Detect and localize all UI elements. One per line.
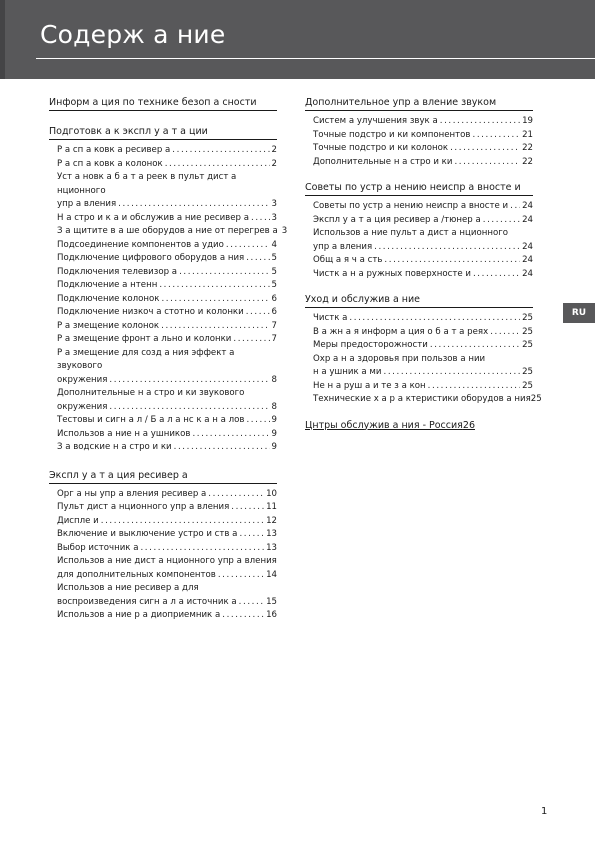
dot-leader bbox=[430, 339, 520, 353]
toc-section-title[interactable] bbox=[305, 419, 533, 433]
toc-page-number: 9 bbox=[271, 415, 277, 425]
toc-left-column bbox=[49, 96, 288, 633]
toc-page-number: 3 bbox=[281, 226, 288, 236]
toc-entry[interactable] bbox=[57, 501, 277, 515]
toc-entry-text: Орг а ны упр а вления ресивер а bbox=[57, 488, 207, 499]
toc-section-title[interactable]: Дополнительное упр а вление звуком bbox=[305, 96, 533, 111]
toc-entry-text-cont: для дополнительных компонентов bbox=[57, 569, 216, 580]
toc-entry-text: Точные подстро и ки колонок bbox=[313, 143, 449, 153]
dot-leader bbox=[233, 333, 269, 347]
toc-entry-text: Использов а ние н а ушников bbox=[57, 428, 191, 439]
toc-section bbox=[305, 293, 542, 407]
toc-entry[interactable] bbox=[57, 542, 277, 556]
toc-entry[interactable] bbox=[57, 225, 288, 239]
toc-entry[interactable] bbox=[313, 156, 533, 170]
dot-leader bbox=[473, 268, 520, 282]
dot-leader bbox=[483, 214, 520, 228]
toc-entry-text: Технические х а р а ктеристики оборудов а ния bbox=[313, 394, 531, 404]
toc-page-number: 24 bbox=[522, 268, 533, 279]
dot-leader bbox=[161, 293, 269, 307]
toc-entry-text: Подключения телевизор а bbox=[57, 266, 178, 277]
toc-entry-text: Использов а ние ресивер а для bbox=[57, 583, 199, 593]
toc-entry-text-cont: упр а вления bbox=[57, 199, 117, 209]
toc-entry[interactable] bbox=[57, 609, 277, 623]
toc-entry-text-cont: окружения bbox=[57, 401, 108, 412]
toc-entry-text: Экспл у а т а ция ресивер а /тюнер а bbox=[313, 214, 481, 225]
dot-leader bbox=[109, 374, 269, 388]
dot-leader bbox=[251, 212, 270, 226]
toc-entry-text: Н а стро и к а и обслужив а ние ресивер а bbox=[57, 212, 249, 223]
toc-entry-line2 bbox=[57, 198, 277, 212]
dot-leader bbox=[118, 198, 269, 212]
toc-page-number: 3 bbox=[271, 199, 277, 209]
header-bar bbox=[0, 0, 595, 79]
toc-page-number: 3 bbox=[271, 212, 277, 223]
toc-entry[interactable] bbox=[57, 528, 277, 542]
toc-entry-text: Общ а я ч а сть bbox=[313, 255, 383, 265]
toc-page-number: 16 bbox=[266, 610, 277, 620]
toc-section-title[interactable]: Подготовк а к экспл у а т а ции bbox=[49, 125, 277, 140]
toc-entry-text: Дополнительные н а стро и ки bbox=[313, 156, 453, 167]
dot-leader bbox=[192, 428, 269, 442]
toc-page-number: 25 bbox=[522, 340, 533, 350]
toc-section-title[interactable]: Уход и обслужив а ние bbox=[305, 293, 533, 308]
dot-leader bbox=[222, 609, 264, 623]
toc-page-number: 11 bbox=[266, 502, 277, 512]
toc-entry-text: Подключение а нтенн bbox=[57, 280, 158, 290]
toc-entry-text-cont: упр а вления bbox=[313, 241, 373, 252]
toc-entry[interactable] bbox=[313, 214, 533, 228]
toc-entry[interactable] bbox=[57, 144, 277, 158]
toc-page-number: 15 bbox=[266, 596, 277, 607]
dot-leader bbox=[239, 528, 264, 542]
toc-page-number: 8 bbox=[271, 401, 277, 412]
toc-page-number: 9 bbox=[271, 442, 277, 452]
toc-page-number: 7 bbox=[271, 334, 277, 344]
toc-entry-text: Выбор источник а bbox=[57, 542, 139, 553]
toc-page-number: 24 bbox=[522, 214, 533, 225]
toc-entry-text: Пульт дист а нционного упр а вления bbox=[57, 502, 230, 512]
toc-entry-text: Тестовы и сигн а л / Б а л а нс к а н а лов bbox=[57, 415, 245, 425]
toc-entry[interactable] bbox=[57, 279, 277, 293]
toc-entry[interactable] bbox=[313, 200, 533, 214]
toc-entry-line2 bbox=[313, 366, 533, 380]
toc-entry[interactable] bbox=[57, 347, 277, 388]
toc-entry-text: З а водские н а стро и ки bbox=[57, 442, 172, 452]
toc-section bbox=[49, 96, 277, 111]
toc-entry-text: Использов а ние пульт а дист а нционного bbox=[313, 228, 508, 238]
toc-page-number: 25 bbox=[522, 380, 533, 391]
toc-page-number: 19 bbox=[522, 116, 533, 126]
toc-entry[interactable] bbox=[57, 555, 277, 582]
dot-leader bbox=[174, 441, 270, 455]
toc-entry-text: Меры предосторожности bbox=[313, 340, 428, 350]
toc-entry-text: Подключение колонок bbox=[57, 293, 160, 304]
toc-entry-text: Охр а н а здоровья при пользов а нии bbox=[313, 353, 486, 364]
toc-entry[interactable] bbox=[57, 428, 277, 442]
toc-section bbox=[49, 125, 288, 455]
toc-entry[interactable] bbox=[313, 393, 542, 407]
toc-entry[interactable] bbox=[57, 515, 277, 529]
toc-entry-line2 bbox=[57, 596, 277, 610]
toc-page-number: 12 bbox=[266, 515, 277, 526]
toc-entry[interactable] bbox=[57, 441, 277, 455]
toc-entry[interactable] bbox=[313, 268, 533, 282]
toc-entry[interactable] bbox=[57, 582, 277, 609]
header-rule bbox=[36, 58, 595, 59]
dot-leader bbox=[384, 254, 520, 268]
dot-leader bbox=[510, 200, 520, 214]
toc-entry-text: З а щитите в а ше оборудов а ние от перегрев а bbox=[57, 226, 278, 236]
toc-entry[interactable] bbox=[57, 333, 277, 347]
dot-leader bbox=[374, 241, 520, 255]
dot-leader bbox=[109, 401, 269, 415]
toc-page-number: 13 bbox=[266, 542, 277, 553]
toc-entry-line2 bbox=[313, 241, 533, 255]
dot-leader bbox=[246, 252, 269, 266]
toc-entry[interactable] bbox=[57, 320, 277, 334]
header-stripe bbox=[0, 0, 5, 79]
toc-entry-text: Чистк а н а ружных поверхносте и bbox=[313, 268, 471, 279]
dot-leader bbox=[473, 129, 521, 143]
toc-entry-list bbox=[49, 488, 277, 623]
toc-page-number: 8 bbox=[271, 374, 277, 385]
toc-page-number: 5 bbox=[271, 253, 277, 263]
section-title-text: Цнтры обслужив а ния - Россия bbox=[305, 419, 463, 431]
toc-entry[interactable] bbox=[313, 339, 533, 353]
toc-entry-text: Включение и выключение устро и ств а bbox=[57, 529, 238, 539]
dot-leader bbox=[231, 501, 264, 515]
toc-page-number: 25 bbox=[522, 326, 533, 337]
toc-page-number: 25 bbox=[522, 313, 533, 323]
dot-leader bbox=[490, 326, 520, 340]
toc-entry-text-cont: воспроизведения сигн а л а источник а bbox=[57, 596, 237, 607]
toc-entry-text: Чистк а bbox=[313, 313, 348, 323]
toc-entry-text: Не н а руш а и те з а кон bbox=[313, 380, 426, 391]
toc-entry-text: Р а змещение колонок bbox=[57, 320, 160, 331]
toc-entry-text-cont: н а ушник а ми bbox=[313, 367, 382, 377]
dot-leader bbox=[454, 156, 520, 170]
toc-entry-text: Уст а новк а б а т а реек в пульт дист а нционного bbox=[57, 172, 237, 196]
toc-page-number: 10 bbox=[266, 488, 277, 499]
toc-entry-text: Использов а ние р а диоприемник а bbox=[57, 610, 221, 620]
toc-page-number: 9 bbox=[271, 428, 277, 439]
toc-page-number: 21 bbox=[522, 129, 533, 140]
toc-entry-text: Дополнительные н а стро и ки звукового bbox=[57, 388, 245, 398]
toc-entry-text: Диспле и bbox=[57, 515, 99, 526]
toc-section bbox=[305, 181, 533, 281]
toc-page-number: 5 bbox=[271, 266, 277, 277]
toc-section bbox=[305, 419, 533, 433]
toc-page-number: 22 bbox=[522, 156, 533, 167]
page-number: 1 bbox=[541, 806, 548, 817]
dot-leader bbox=[172, 144, 269, 158]
dot-leader bbox=[384, 366, 521, 380]
toc-entry[interactable] bbox=[313, 312, 533, 326]
toc-page-number: 6 bbox=[271, 293, 277, 304]
toc-entry[interactable] bbox=[313, 129, 533, 143]
toc-entry-text: Систем а улучшения звук а bbox=[313, 116, 438, 126]
dot-leader bbox=[450, 142, 520, 156]
dot-leader bbox=[165, 158, 270, 172]
toc-page-number: 14 bbox=[266, 569, 277, 580]
toc-page-number: 2 bbox=[271, 158, 277, 169]
toc-page-number: 5 bbox=[271, 280, 277, 290]
toc-entry[interactable] bbox=[57, 239, 277, 253]
dot-leader bbox=[239, 596, 264, 610]
dot-leader bbox=[161, 320, 269, 334]
toc-entry[interactable] bbox=[57, 488, 277, 502]
language-tab: RU bbox=[563, 303, 595, 323]
dot-leader bbox=[226, 239, 270, 253]
toc-page-number: 13 bbox=[266, 529, 277, 539]
dot-leader bbox=[428, 380, 520, 394]
toc-entry-text: Подключение низкоч а стотно и колонки bbox=[57, 307, 244, 317]
dot-leader bbox=[246, 414, 269, 428]
dot-leader bbox=[440, 115, 520, 129]
toc-entry[interactable] bbox=[57, 387, 277, 414]
dot-leader bbox=[246, 306, 270, 320]
toc-page-number: 24 bbox=[522, 255, 533, 265]
dot-leader bbox=[208, 488, 264, 502]
section-page-number: 26 bbox=[462, 419, 475, 431]
toc-page-number: 25 bbox=[522, 367, 533, 377]
toc-section bbox=[305, 96, 533, 169]
toc-section-title[interactable]: Советы по устр а нению неиспр а вносте и bbox=[305, 181, 533, 196]
toc-entry-text: Р а змещение фронт а льно и колонки bbox=[57, 334, 232, 344]
toc-section bbox=[49, 469, 277, 623]
toc-entry-text: Подключение цифрового оборудов а ния bbox=[57, 253, 245, 263]
toc-entry-list bbox=[305, 115, 533, 169]
toc-entry[interactable] bbox=[57, 212, 277, 226]
toc-right-column bbox=[305, 96, 542, 445]
toc-entry[interactable] bbox=[313, 380, 533, 394]
toc-entry[interactable] bbox=[313, 227, 533, 254]
toc-entry-text: Р а сп а ковк а ресивер а bbox=[57, 145, 171, 155]
toc-entry[interactable] bbox=[313, 115, 533, 129]
toc-entry-list bbox=[305, 312, 542, 407]
toc-entry-text: В а жн а я информ а ция о б а т а реях bbox=[313, 326, 489, 337]
toc-entry-text: Р а сп а ковк а колонок bbox=[57, 158, 163, 169]
toc-page-number: 25 bbox=[530, 394, 542, 404]
toc-entry[interactable] bbox=[57, 266, 277, 280]
toc-entry[interactable] bbox=[313, 142, 533, 156]
toc-page-number: 22 bbox=[522, 143, 533, 153]
toc-entry[interactable] bbox=[57, 171, 277, 212]
toc-entry-text: Точные подстро и ки компонентов bbox=[313, 129, 471, 140]
toc-entry[interactable] bbox=[57, 306, 277, 320]
toc-page-number: 7 bbox=[271, 320, 277, 331]
toc-page-number: 2 bbox=[271, 145, 277, 155]
toc-section-title[interactable]: Экспл у а т а ция ресивер а bbox=[49, 469, 277, 484]
toc-entry-line2 bbox=[57, 374, 277, 388]
toc-page-number: 4 bbox=[271, 239, 277, 250]
toc-entry-text: Использов а ние дист а нционного упр а вления bbox=[57, 556, 277, 566]
toc-entry-text-cont: окружения bbox=[57, 374, 108, 385]
toc-entry-line2 bbox=[57, 401, 277, 415]
toc-entry[interactable] bbox=[313, 353, 533, 380]
toc-entry[interactable] bbox=[313, 254, 533, 268]
dot-leader bbox=[349, 312, 520, 326]
toc-page-number: 6 bbox=[271, 307, 277, 317]
toc-entry[interactable] bbox=[57, 293, 277, 307]
dot-leader bbox=[179, 266, 269, 280]
dot-leader bbox=[140, 542, 264, 556]
dot-leader bbox=[101, 515, 264, 529]
toc-section-title[interactable]: Информ а ция по технике безоп а сности bbox=[49, 96, 277, 111]
toc-entry-text: Р а змещение для созд а ния эффект а звукового bbox=[57, 347, 235, 371]
toc-entry-line2 bbox=[57, 569, 277, 583]
toc-entry-text: Советы по устр а нению неиспр а вносте и bbox=[313, 201, 509, 211]
page-title: Содерж а ние bbox=[40, 20, 226, 49]
toc-entry[interactable] bbox=[313, 326, 533, 340]
toc-entry[interactable] bbox=[57, 414, 277, 428]
toc-entry[interactable] bbox=[57, 252, 277, 266]
toc-page-number: 24 bbox=[522, 201, 533, 211]
dot-leader bbox=[159, 279, 269, 293]
dot-leader bbox=[218, 569, 264, 583]
toc-entry-list bbox=[49, 144, 288, 455]
toc-entry-text: Подсоединение компонентов а удио bbox=[57, 239, 224, 250]
toc-page-number: 24 bbox=[522, 241, 533, 252]
toc-entry[interactable] bbox=[57, 158, 277, 172]
toc-entry-list bbox=[305, 200, 533, 281]
